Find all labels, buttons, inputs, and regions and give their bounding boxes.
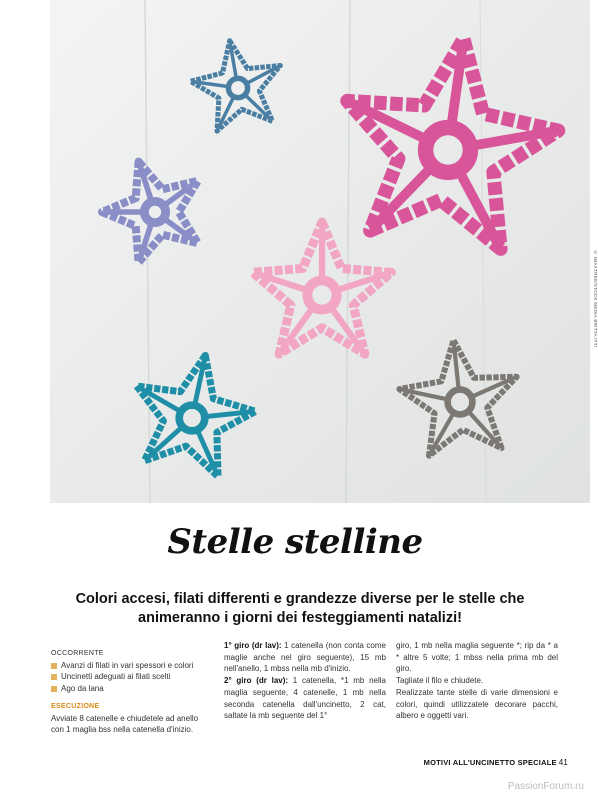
bullet-square-icon	[51, 686, 57, 692]
magazine-name: MOTIVI ALL'UNCINETTO SPECIALE	[423, 758, 557, 767]
bullet-square-icon	[51, 674, 57, 680]
page-number: 41	[558, 758, 568, 767]
round-2: 2° giro (dr lav): 1 catenella, *1 mb nella maglia seguente, 4 catenelle, 1 mb nella seconda catenella dall'uncinetto, 2 cat, saltate la mb seguente del 1°	[224, 676, 386, 721]
instructions-column-continued	[396, 640, 558, 722]
instructions-paragraph: giro, 1 mb nella maglia seguente *; rip da * a * altre 5 volte; 1 mbss nella prima mb del giro.	[396, 641, 558, 674]
instructions-paragraph: Realizzate tante stelle di varie dimensioni e colori, quindi utilizzatele decorare pacchi, albero e oggetti vari.	[396, 687, 558, 721]
stars-illustration	[50, 0, 590, 503]
instructions-paragraph: Tagliate il filo e chiudete.	[396, 676, 484, 686]
materials-item: Ago da lana	[51, 683, 213, 695]
materials-item: Uncinetti adeguati ai filati scelti	[51, 671, 213, 683]
materials-column	[51, 648, 213, 736]
execution-text: Avviate 8 catenelle e chiudetele ad anello con 1 maglia bss nella catenella d'inizio.	[51, 713, 199, 735]
round-1: 1° giro (dr lav): 1 catenella (non conta come maglie anche nel giro seguente), 15 mb nell'anello, 1 mbss nella mb d'inizio.	[224, 641, 386, 674]
instructions-column	[224, 640, 386, 722]
photo	[50, 0, 598, 503]
bullet-square-icon	[51, 663, 57, 669]
execution-heading: ESECUZIONE	[51, 702, 100, 710]
watermark: PassionForum.ru	[507, 781, 584, 792]
page-title: Stelle stelline	[167, 522, 423, 562]
photo-credit: © IMAXTREE/STOCK MEDIA BRITTA ITTI	[593, 250, 598, 348]
materials-item: Avanzi di filati in vari spessori e colori	[51, 660, 213, 672]
materials-heading: OCCORRENTE	[51, 650, 104, 657]
page-footer	[424, 758, 568, 767]
intro-text: Colori accesi, filati differenti e grandezze diverse per le stelle che animeranno i giorni dei festeggiamenti natalizi!	[75, 591, 525, 626]
